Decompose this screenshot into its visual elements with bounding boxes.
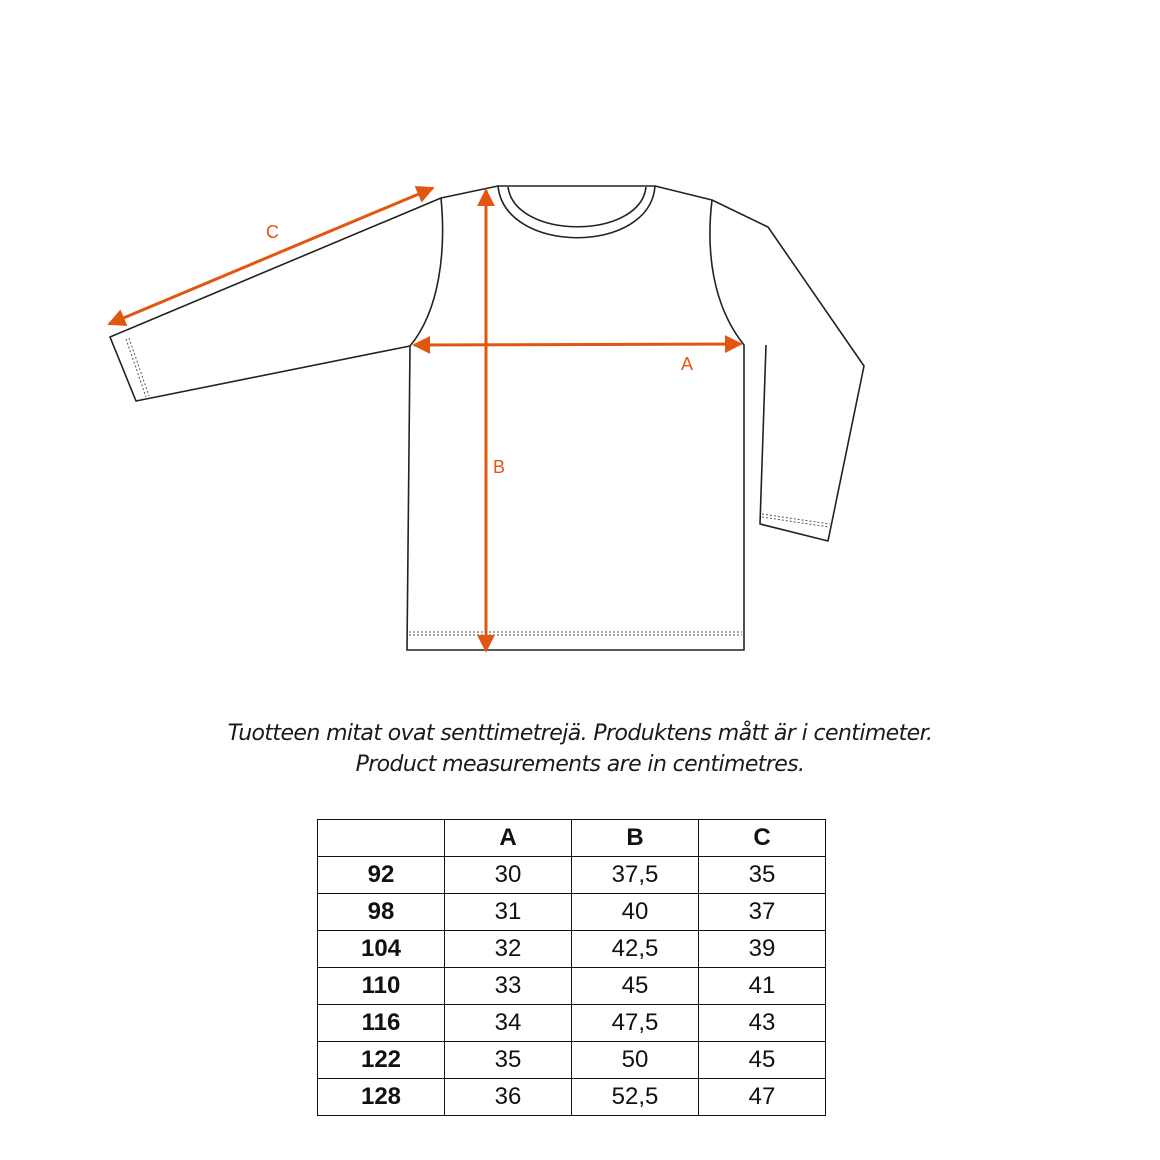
measurement-caption bbox=[0, 718, 1160, 780]
table-row bbox=[318, 1005, 826, 1042]
value-a: 32 bbox=[445, 931, 572, 968]
arrow-c bbox=[109, 188, 433, 324]
value-b: 45 bbox=[572, 968, 699, 1005]
value-b: 40 bbox=[572, 894, 699, 931]
table-row bbox=[318, 857, 826, 894]
value-a: 31 bbox=[445, 894, 572, 931]
right-cuff-stitch bbox=[762, 514, 830, 524]
left-cuff-stitch-2 bbox=[129, 338, 149, 396]
value-b: 42,5 bbox=[572, 931, 699, 968]
value-b: 50 bbox=[572, 1042, 699, 1079]
size-cell: 128 bbox=[318, 1079, 445, 1116]
value-c: 47 bbox=[699, 1079, 826, 1116]
table-row bbox=[318, 1079, 826, 1116]
left-cuff-stitch bbox=[126, 339, 146, 397]
label-a: A bbox=[681, 354, 694, 374]
value-a: 33 bbox=[445, 968, 572, 1005]
value-a: 30 bbox=[445, 857, 572, 894]
value-a: 34 bbox=[445, 1005, 572, 1042]
value-c: 37 bbox=[699, 894, 826, 931]
shirt-body bbox=[407, 186, 744, 650]
table-row bbox=[318, 931, 826, 968]
size-cell: 116 bbox=[318, 1005, 445, 1042]
arrow-a bbox=[414, 344, 741, 345]
measurement-arrows bbox=[109, 188, 741, 651]
header-a: A bbox=[445, 820, 572, 857]
value-b: 52,5 bbox=[572, 1079, 699, 1116]
value-a: 35 bbox=[445, 1042, 572, 1079]
header-c: C bbox=[699, 820, 826, 857]
caption-line-1: Tuotteen mitat ovat senttimetrejä. Produktens mått är i centimeter. bbox=[227, 721, 933, 746]
label-b: B bbox=[493, 457, 506, 477]
right-sleeve bbox=[712, 200, 864, 541]
caption-line-2: Product measurements are in centimetres. bbox=[355, 752, 805, 777]
value-c: 43 bbox=[699, 1005, 826, 1042]
value-c: 39 bbox=[699, 931, 826, 968]
size-table bbox=[317, 819, 826, 1116]
table-row bbox=[318, 894, 826, 931]
size-cell: 110 bbox=[318, 968, 445, 1005]
size-cell: 104 bbox=[318, 931, 445, 968]
value-c: 35 bbox=[699, 857, 826, 894]
table-row bbox=[318, 968, 826, 1005]
table-header-row bbox=[318, 820, 826, 857]
size-cell: 98 bbox=[318, 894, 445, 931]
value-b: 47,5 bbox=[572, 1005, 699, 1042]
label-c: C bbox=[266, 222, 279, 242]
size-cell: 92 bbox=[318, 857, 445, 894]
collar-rib bbox=[498, 186, 655, 238]
header-corner bbox=[318, 820, 445, 857]
value-c: 45 bbox=[699, 1042, 826, 1079]
header-b: B bbox=[572, 820, 699, 857]
value-b: 37,5 bbox=[572, 857, 699, 894]
value-a: 36 bbox=[445, 1079, 572, 1116]
size-cell: 122 bbox=[318, 1042, 445, 1079]
value-c: 41 bbox=[699, 968, 826, 1005]
table-row bbox=[318, 1042, 826, 1079]
